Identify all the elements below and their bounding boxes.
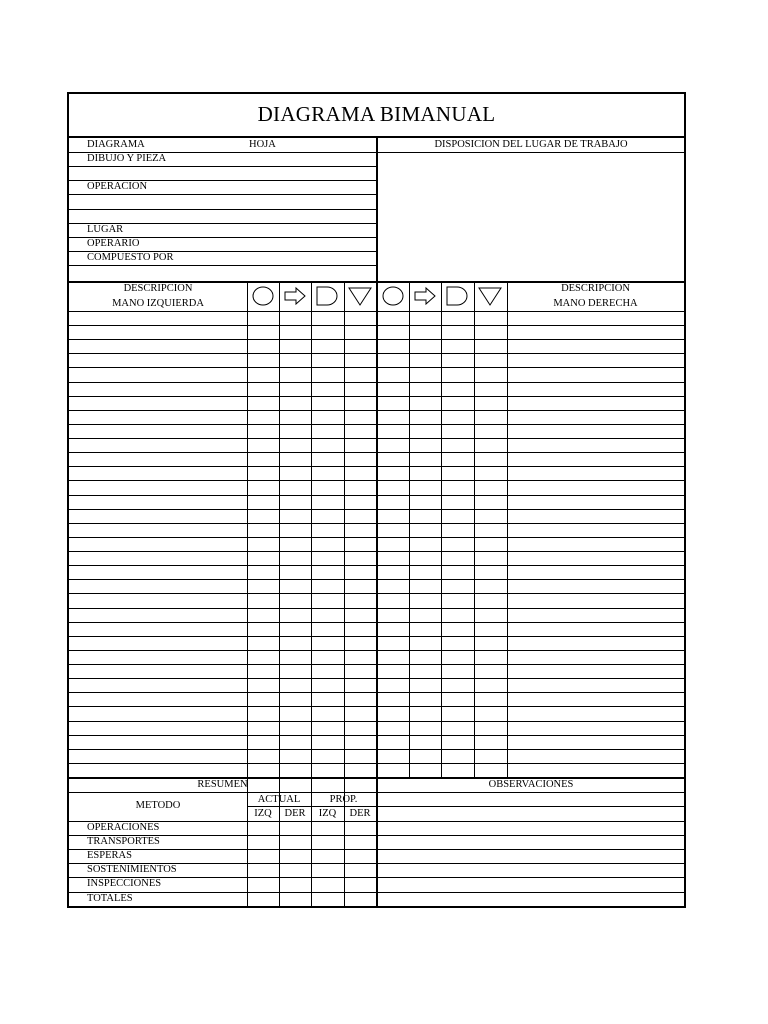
- summary-row-label: SOSTENIMIENTOS: [87, 864, 177, 875]
- summary-row-label: TOTALES: [87, 893, 133, 904]
- d-shape-icon: [314, 285, 340, 307]
- summary-row-line: [69, 877, 684, 878]
- header-row-line: [69, 265, 376, 266]
- grid-row-line: [69, 579, 684, 580]
- triangle-down-icon: [477, 285, 503, 307]
- right-description-line1: DESCRIPCION: [561, 283, 630, 294]
- grid-row-line: [69, 396, 684, 397]
- header-field-label: LUGAR: [87, 224, 124, 235]
- grid-row-line: [69, 706, 684, 707]
- grid-row-line: [69, 749, 684, 750]
- grid-row-line: [69, 678, 684, 679]
- header-center-divider: [376, 136, 378, 281]
- header-field-label: DIBUJO Y PIEZA: [87, 153, 167, 164]
- summary-sub-label: DER: [349, 808, 371, 819]
- grid-row-line: [69, 537, 684, 538]
- header-field-label: COMPUESTO POR: [87, 252, 174, 263]
- summary-header-line: [69, 792, 684, 793]
- hoja-label: HOJA: [249, 139, 276, 150]
- grid-row-line: [69, 382, 684, 383]
- grid-row-line: [69, 509, 684, 510]
- grid-row-line: [69, 495, 684, 496]
- summary-row-line: [69, 835, 684, 836]
- grid-row-line: [69, 353, 684, 354]
- method-label: METODO: [135, 800, 181, 811]
- right-description-line2: MANO DERECHA: [553, 298, 638, 309]
- diagrama-label: DIAGRAMA: [87, 139, 145, 150]
- grid-row-line: [69, 763, 684, 764]
- left-description-line2: MANO IZQUIERDA: [112, 298, 204, 309]
- d-shape-icon: [444, 285, 470, 307]
- circle-icon: [250, 285, 276, 307]
- grid-row-line: [69, 438, 684, 439]
- grid-row-line: [69, 608, 684, 609]
- triangle-down-icon: [347, 285, 373, 307]
- observations-title: OBSERVACIONES: [488, 779, 574, 790]
- header-field-label: OPERACION: [87, 181, 148, 192]
- grid-row-line: [69, 735, 684, 736]
- right-column-line: [507, 281, 508, 777]
- prop-label: PROP.: [329, 794, 358, 805]
- grid-row-line: [69, 325, 684, 326]
- summary-sub-label: IZQ: [254, 808, 272, 819]
- header-row-line: [69, 194, 376, 195]
- summary-title: RESUMEN: [197, 779, 248, 790]
- grid-row-line: [69, 551, 684, 552]
- right-column-line: [474, 281, 475, 777]
- grid-row-line: [69, 466, 684, 467]
- grid-row-line: [69, 523, 684, 524]
- arrow-right-icon: [282, 285, 308, 307]
- grid-row-line: [69, 636, 684, 637]
- observations-row-line: [378, 806, 684, 807]
- summary-row-label: INSPECCIONES: [87, 878, 162, 889]
- form-title: DIAGRAMA BIMANUAL: [257, 102, 496, 126]
- grid-row-line: [69, 650, 684, 651]
- grid-row-line: [69, 480, 684, 481]
- summary-sub-label: IZQ: [318, 808, 337, 819]
- layout-header-line: [378, 152, 684, 153]
- summary-row-line: [69, 892, 684, 893]
- summary-row-label: TRANSPORTES: [87, 836, 160, 847]
- grid-row-line: [69, 664, 684, 665]
- summary-column-line: [344, 777, 345, 906]
- grid-row-line: [69, 410, 684, 411]
- summary-row-label: OPERACIONES: [87, 822, 160, 833]
- summary-row-line: [69, 821, 684, 822]
- grid-row-line: [69, 367, 684, 368]
- grid-row-line: [69, 424, 684, 425]
- header-field-label: OPERARIO: [87, 238, 140, 249]
- summary-row-label: ESPERAS: [87, 850, 132, 861]
- header-row-line: [69, 209, 376, 210]
- header-row-line: [69, 166, 376, 167]
- grid-row-line: [69, 311, 684, 312]
- grid-row-line: [69, 593, 684, 594]
- grid-row-line: [69, 565, 684, 566]
- actual-label: ACTUAL: [257, 794, 301, 805]
- arrow-right-icon: [412, 285, 438, 307]
- circle-icon: [380, 285, 406, 307]
- right-column-line: [409, 281, 410, 777]
- grid-row-line: [69, 339, 684, 340]
- summary-row-line: [69, 849, 684, 850]
- summary-sub-label: DER: [284, 808, 306, 819]
- layout-label: DISPOSICION DEL LUGAR DE TRABAJO: [434, 139, 628, 150]
- right-column-line: [441, 281, 442, 777]
- grid-row-line: [69, 622, 684, 623]
- grid-row-line: [69, 721, 684, 722]
- bimanual-chart-form: [67, 92, 686, 908]
- left-description-line1: DESCRIPCION: [123, 283, 193, 294]
- grid-row-line: [69, 452, 684, 453]
- grid-row-line: [69, 692, 684, 693]
